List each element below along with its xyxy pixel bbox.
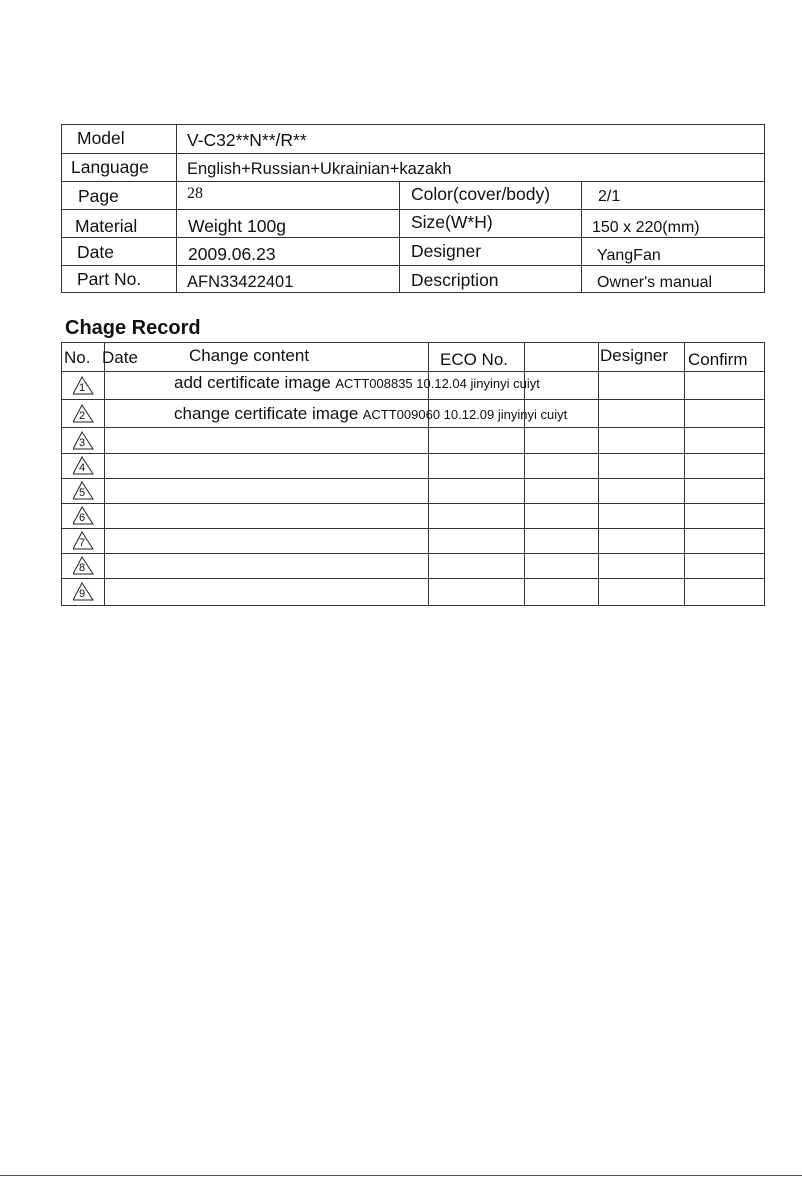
rule <box>61 427 765 428</box>
rule <box>399 181 400 293</box>
rule <box>61 578 765 579</box>
revision-triangle-icon: 9 <box>73 582 95 602</box>
rule <box>61 503 765 504</box>
size-label: Size(W*H) <box>411 212 493 232</box>
rule <box>61 553 765 554</box>
rule <box>104 342 105 606</box>
change-content: add certificate image <box>174 373 331 392</box>
rule <box>61 153 765 154</box>
date-value: 2009.06.23 <box>188 244 276 264</box>
rule <box>61 124 765 125</box>
revision-triangle-icon: 7 <box>73 531 95 551</box>
change-content: change certificate image <box>174 404 359 423</box>
description-label: Description <box>411 270 499 290</box>
revision-triangle-icon: 8 <box>73 556 95 576</box>
rule <box>61 342 765 343</box>
revision-triangle-icon: 4 <box>73 456 95 476</box>
revision-triangle-icon: 1 <box>73 376 95 396</box>
header-eco-no: ECO No. <box>440 350 509 369</box>
material-label: Material <box>75 216 138 236</box>
rule <box>61 528 765 529</box>
header-change-content: Change content <box>189 346 310 365</box>
color-value: 2/1 <box>598 188 621 205</box>
model-label: Model <box>77 128 125 148</box>
rule <box>61 371 765 372</box>
designer-value: YangFan <box>597 247 661 264</box>
rule <box>61 181 765 182</box>
revision-triangle-icon: 5 <box>73 481 95 501</box>
rule <box>684 342 685 606</box>
model-value: V-C32**N**/R** <box>187 130 307 150</box>
description-value: Owner's manual <box>597 274 713 291</box>
size-value: 150 x 220(mm) <box>592 219 700 236</box>
change-row-1-text <box>174 373 540 393</box>
language-label: Language <box>71 157 149 177</box>
change-detail: ACTT009060 10.12.09 jinyinyi cuiyt <box>362 407 568 422</box>
rule <box>61 399 765 400</box>
header-confirm: Confirm <box>688 350 748 369</box>
partno-value: AFN33422401 <box>187 273 294 291</box>
page-label: Page <box>78 186 119 206</box>
rule <box>61 209 765 210</box>
header-no: No. <box>64 348 91 367</box>
rule <box>581 181 582 293</box>
rule <box>598 342 599 606</box>
language-value: English+Russian+Ukrainian+kazakh <box>187 160 452 178</box>
color-label: Color(cover/body) <box>411 184 551 204</box>
rule <box>61 453 765 454</box>
designer-label: Designer <box>411 241 482 261</box>
rule <box>61 342 62 606</box>
header-date: Date <box>102 348 138 367</box>
partno-label: Part No. <box>77 269 142 289</box>
rule <box>61 605 765 606</box>
rule <box>61 478 765 479</box>
revision-triangle-icon: 3 <box>73 431 95 451</box>
rule <box>764 342 765 606</box>
header-designer: Designer <box>600 346 669 365</box>
page-bottom-rule <box>0 1175 802 1176</box>
rule <box>176 124 177 293</box>
change-record-title: Chage Record <box>65 317 201 339</box>
change-row-2-text <box>174 404 567 424</box>
rule <box>61 124 62 293</box>
page-value: 28 <box>187 185 203 202</box>
revision-triangle-icon: 6 <box>73 506 95 526</box>
change-detail: ACTT008835 10.12.04 jinyinyi cuiyt <box>335 376 540 391</box>
rule <box>764 124 765 293</box>
revision-triangle-icon: 2 <box>73 404 95 424</box>
material-value: Weight 100g <box>188 216 286 236</box>
date-label: Date <box>77 242 114 262</box>
